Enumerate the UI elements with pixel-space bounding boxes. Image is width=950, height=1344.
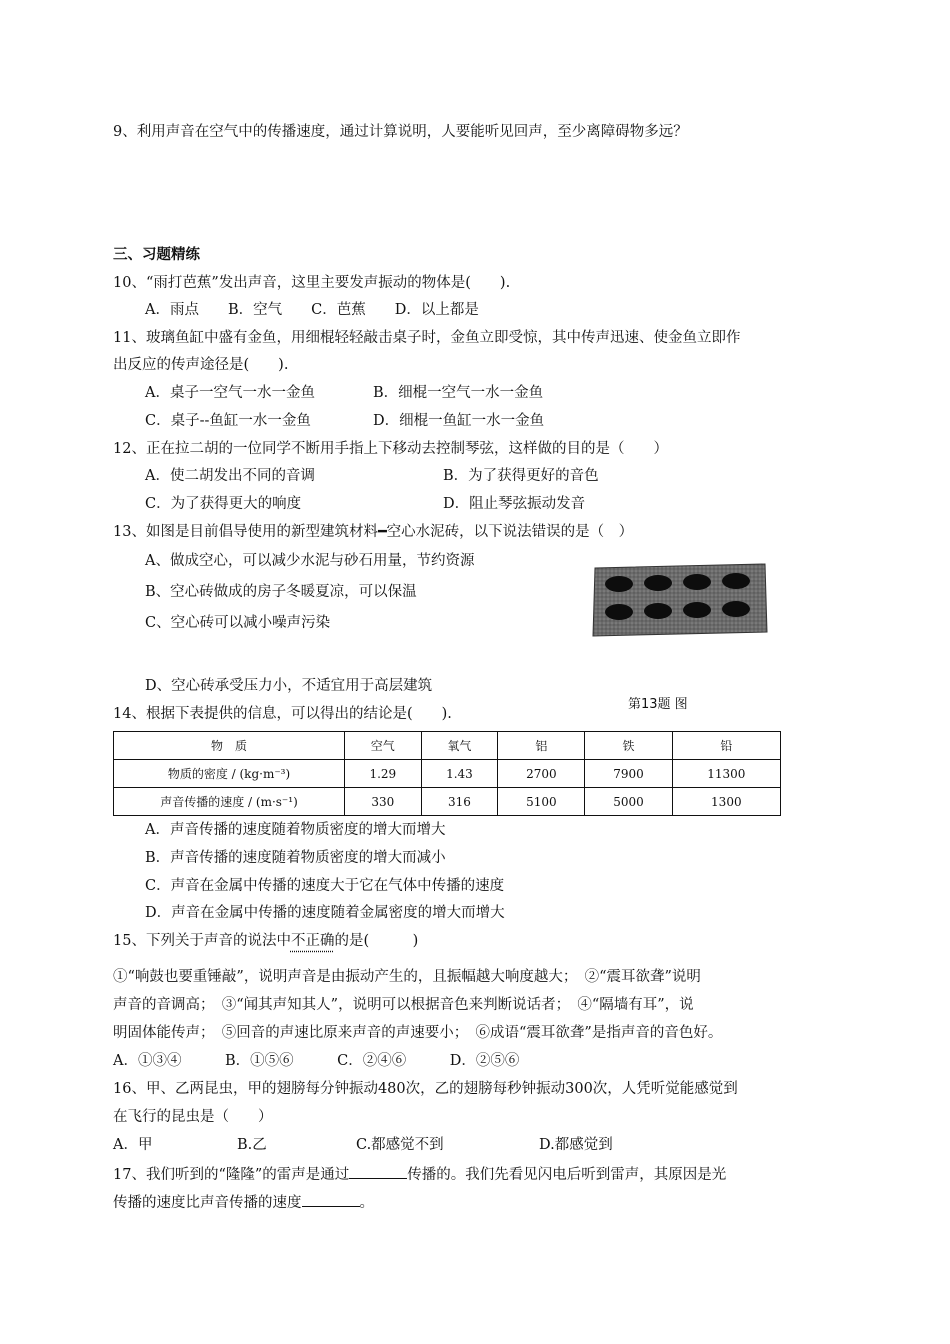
- question-16-stem-line2: 在飞行的昆虫是（ ）: [113, 1109, 273, 1125]
- question-12-option-d: D．阻止琴弦振动发音: [443, 496, 586, 512]
- question-17-part1: 17、我们听到的“隆隆”的雷声是通过: [113, 1167, 350, 1183]
- question-15-stem: [113, 931, 418, 951]
- question-16-option-c: C.都感觉不到: [356, 1137, 444, 1153]
- question-15-options: A．①③④ B．①⑤⑥ C．②④⑥ D．②⑤⑥: [113, 1053, 520, 1069]
- question-9: 9、利用声音在空气中的传播速度，通过计算说明，人要能听见回声，至少离障碍物多远？: [113, 124, 688, 140]
- table-header-cell: 铝: [498, 732, 585, 760]
- table-cell: 物质的密度 / (kg·m⁻³): [114, 760, 345, 788]
- question-14-option-d: D．声音在金属中传播的速度随着金属密度的增大而增大: [145, 905, 505, 921]
- table-cell: 5100: [498, 788, 585, 816]
- question-17-line2-pre: 传播的速度比声音传播的速度: [113, 1195, 302, 1211]
- table-cell: 11300: [672, 760, 780, 788]
- question-15-line1: ①“响鼓也要重锤敲”，说明声音是由振动产生的，且振幅越大响度越大； ②“震耳欲聋”说明: [113, 969, 701, 985]
- question-15-line2: 声音的音调高； ③“闻其声知其人”，说明可以根据音色来判断说话者； ④“隔墙有耳”，说: [113, 997, 694, 1013]
- figure-13-caption: 第13题 图: [628, 697, 688, 712]
- question-17-line1: [113, 1164, 726, 1185]
- question-12-option-c: C．为了获得更大的响度: [145, 496, 302, 512]
- question-16-option-d: D.都感觉到: [539, 1137, 613, 1153]
- question-15-stem-post: 的是( ): [334, 933, 419, 949]
- table-row: [114, 760, 781, 788]
- question-14-option-b: B．声音传播的速度随着物质密度的增大而减小: [145, 850, 446, 866]
- question-16-stem-line1: 16、甲、乙两昆虫，甲的翅膀每分钟振动480次，乙的翅膀每秒钟振动300次，人凭听觉能感觉到: [113, 1081, 738, 1097]
- table-cell: 316: [421, 788, 498, 816]
- question-14-option-c: C．声音在金属中传播的速度大于它在气体中传播的速度: [145, 878, 505, 894]
- question-10-options: A．雨点 B．空气 C．芭蕉 D．以上都是: [145, 302, 479, 318]
- table-cell: 7900: [585, 760, 672, 788]
- question-10-stem: 10、“雨打芭蕉”发出声音，这里主要发声振动的物体是( ).: [113, 275, 511, 291]
- question-15-stem-pre: 15、下列关于声音的说法中: [113, 933, 291, 949]
- question-11-stem-line2: 出反应的传声途径是( ).: [113, 357, 289, 373]
- question-12-option-b: B．为了获得更好的音色: [443, 468, 599, 484]
- question-12-stem: 12、正在拉二胡的一位同学不断用手指上下移动去控制琴弦，这样做的目的是（ ）: [113, 441, 668, 457]
- table-cell: 330: [345, 788, 422, 816]
- question-17-line2: [113, 1192, 374, 1213]
- question-11-option-b: B．细棍一空气一水一金鱼: [373, 385, 544, 401]
- question-13-option-d: D、空心砖承受压力小，不适宜用于高层建筑: [145, 678, 433, 694]
- table-cell: 5000: [585, 788, 672, 816]
- table-header-cell: 物 质: [114, 732, 345, 760]
- table-cell: 声音传播的速度 / (m·s⁻¹): [114, 788, 345, 816]
- table-header-cell: 氧气: [421, 732, 498, 760]
- question-16-option-b: B.乙: [237, 1137, 267, 1153]
- table-header-row: [114, 732, 781, 760]
- question-14-option-a: A．声音传播的速度随着物质密度的增大而增大: [145, 822, 446, 838]
- question-11-option-d: D．细棍一鱼缸一水一金鱼: [373, 413, 545, 429]
- table-header-cell: 铅: [672, 732, 780, 760]
- table-cell: 1300: [672, 788, 780, 816]
- question-17-line2-post: 。: [359, 1195, 374, 1211]
- table-header-cell: 铁: [585, 732, 672, 760]
- question-13-option-b: B、空心砖做成的房子冬暖夏凉，可以保温: [145, 584, 417, 600]
- emphasis-text: 不正确: [290, 933, 335, 949]
- section-heading-3: 三、习题精练: [113, 246, 200, 263]
- question-15-stem-emphasis: [291, 933, 335, 949]
- table-row: [114, 788, 781, 816]
- question-12-option-a: A．使二胡发出不同的音调: [145, 468, 315, 484]
- question-11-option-a: A．桌子一空气一水一金鱼: [145, 385, 315, 401]
- question-13-stem: 13、如图是目前倡导使用的新型建筑材料━空心水泥砖，以下说法错误的是（ ）: [113, 524, 634, 540]
- question-14-stem: 14、根据下表提供的信息，可以得出的结论是( ).: [113, 706, 452, 722]
- table-cell: 1.29: [345, 760, 422, 788]
- question-15-line3: 明固体能传声； ⑤回音的声速比原来声音的声速要小； ⑥成语“震耳欲聋”是指声音的音色好。: [113, 1025, 723, 1041]
- hollow-brick-image: [591, 562, 769, 638]
- question-13-option-a: A、做成空心，可以减少水泥与砂石用量，节约资源: [145, 553, 475, 569]
- question-11-option-c: C．桌子--鱼缸一水一金鱼: [145, 413, 311, 429]
- question-17-part2: 传播的。我们先看见闪电后听到雷声，其原因是光: [407, 1167, 727, 1183]
- answer-blank: [349, 1164, 407, 1179]
- question-11-stem-line1: 11、玻璃鱼缸中盛有金鱼，用细棍轻轻敲击桌子时，金鱼立即受惊，其中传声迅速、使金鱼立即作: [113, 330, 741, 346]
- table-cell: 1.43: [421, 760, 498, 788]
- question-16-option-a: A．甲: [113, 1137, 153, 1153]
- question-13-option-c: C、空心砖可以减小噪声污染: [145, 615, 331, 631]
- density-speed-table: [113, 731, 781, 816]
- table-cell: 2700: [498, 760, 585, 788]
- table-header-cell: 空气: [345, 732, 422, 760]
- answer-blank: [302, 1192, 360, 1207]
